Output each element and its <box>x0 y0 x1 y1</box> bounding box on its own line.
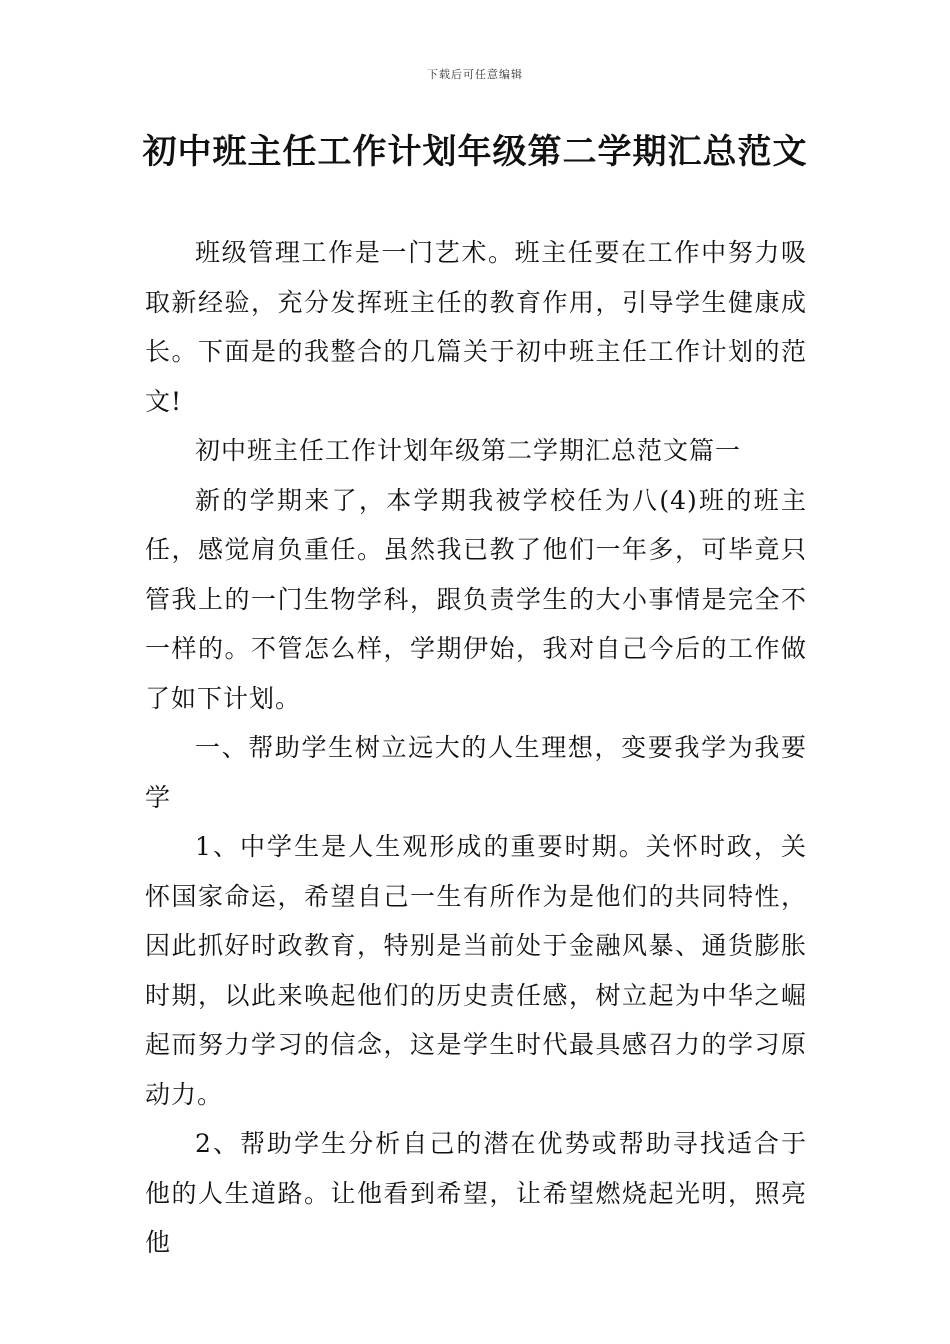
paragraph-item-1: 1、中学生是人生观形成的重要时期。关怀时政，关怀国家命运，希望自己一生有所作为是他们的共同特性，因此抓好时政教育，特别是当前处于金融风暴、通货膨胀时期，以此来唤起他们的历史责任感，树立起为中华之崛起而努力学习的信念，这是学生时代最具感召力的学习原动力。 <box>145 832 807 1109</box>
document-body <box>145 228 807 1268</box>
paragraph-intro: 班级管理工作是一门艺术。班主任要在工作中努力吸取新经验，充分发挥班主任的教育作用，引导学生健康成长。下面是的我整合的几篇关于初中班主任工作计划的范文! <box>145 238 807 416</box>
paragraph-opening: 新的学期来了，本学期我被学校任为八(4)班的班主任，感觉肩负重任。虽然我已教了他们一年多，可毕竟只管我上的一门生物学科，跟负责学生的大小事情是完全不一样的。不管怎么样，学期伊始，我对自己今后的工作做了如下计划。 <box>145 485 807 713</box>
document-title: 初中班主任工作计划年级第二学期汇总范文 <box>142 132 808 172</box>
paragraph-heading-one: 一、帮助学生树立远大的人生理想，变要我学为我要学 <box>145 733 807 812</box>
header-note: 下载后可任意编辑 <box>427 68 523 81</box>
paragraph-section-heading: 初中班主任工作计划年级第二学期汇总范文篇一 <box>195 436 742 465</box>
paragraph-item-2: 2、帮助学生分析自己的潜在优势或帮助寻找适合于他的人生道路。让他看到希望，让希望燃烧起光明，照亮他 <box>145 1129 807 1257</box>
